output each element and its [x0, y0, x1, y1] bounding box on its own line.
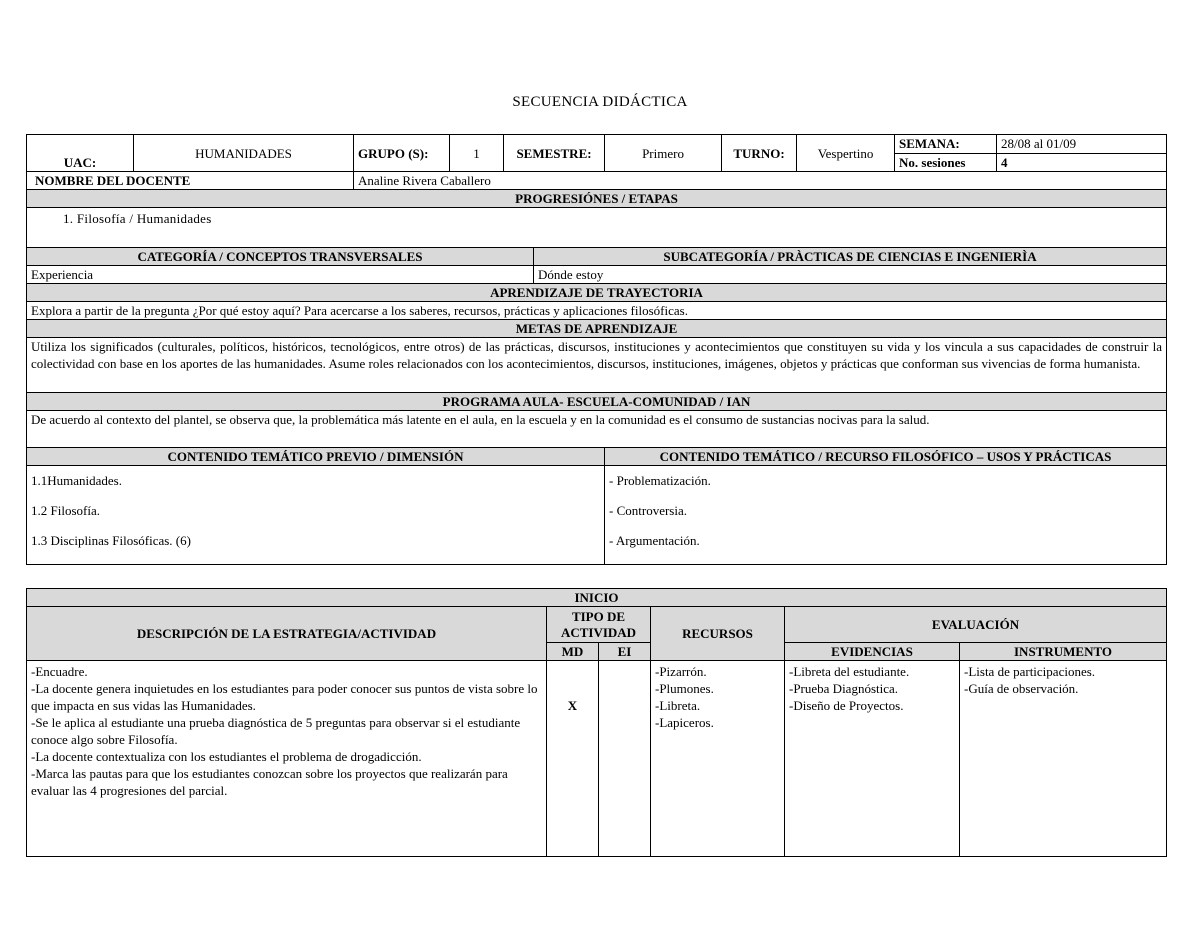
semestre-value: Primero: [605, 135, 722, 172]
docente-value: Analine Rivera Caballero: [354, 172, 1167, 190]
instrumento-line: -Lista de participaciones.: [964, 664, 1096, 679]
evidencia-line: -Diseño de Proyectos.: [789, 698, 904, 713]
programa-text: De acuerdo al contexto del plantel, se observa que, la problemática más latente en el aula, en la escuela y en la comunidad es el consumo de sustancias nocivas para la salud.: [27, 411, 1167, 448]
recurso-item: - Problematización.: [609, 473, 711, 488]
tipo-heading: TIPO DE ACTIVIDAD: [547, 607, 651, 643]
document-title: SECUENCIA DIDÁCTICA: [512, 94, 688, 110]
sesiones-label: No. sesiones: [895, 154, 997, 172]
semestre-label: SEMESTRE:: [504, 135, 605, 172]
turno-label: TURNO:: [722, 135, 797, 172]
previo-item: 1.3 Disciplinas Filosóficas. (6): [31, 533, 191, 548]
md-mark: X: [547, 661, 599, 857]
categoria-value: Experiencia: [27, 266, 534, 284]
programa-heading: PROGRAMA AULA- ESCUELA-COMUNIDAD / IAN: [27, 393, 1167, 411]
metas-heading: METAS DE APRENDIZAJE: [27, 320, 1167, 338]
sesiones-value: 4: [997, 154, 1167, 172]
previo-item: 1.1Humanidades.: [31, 473, 122, 488]
semana-label: SEMANA:: [895, 135, 997, 154]
desc-heading: DESCRIPCIÓN DE LA ESTRATEGIA/ACTIVIDAD: [27, 607, 547, 661]
semana-value: 28/08 al 01/09: [997, 135, 1167, 154]
header-table: [26, 134, 1167, 565]
inicio-heading: INICIO: [27, 589, 1167, 607]
categoria-heading: CATEGORÍA / CONCEPTOS TRANSVERSALES: [27, 248, 534, 266]
uac-value: HUMANIDADES: [134, 135, 354, 172]
recurso-list: [605, 466, 1167, 565]
recursos-heading: RECURSOS: [651, 607, 785, 661]
recurso-line: -Libreta.: [655, 698, 701, 713]
recurso-line: -Pizarrón.: [655, 664, 707, 679]
inicio-table: [26, 588, 1167, 857]
ei-label: EI: [599, 643, 651, 661]
description-line: -La docente contextualiza con los estudiantes el problema de drogadicción.: [31, 749, 422, 764]
metas-text: Utiliza los significados (culturales, políticos, históricos, tecnológicos, entre otros) de las prácticas, discursos, instituciones y acontecimientos que constituyen su vida y los vincula a sus capacidades de construir la colectividad con base en los aportes de las humanidades. Asume roles relacionados con los acontecimientos, discursos, instituciones, imágenes, objetos y prácticas que conforman sus vivencias de forma humanista.: [27, 338, 1167, 393]
evaluacion-heading: EVALUACIÓN: [785, 607, 1167, 643]
previo-item: 1.2 Filosofía.: [31, 503, 100, 518]
recursos-cell: [651, 661, 785, 857]
progresiones-heading: PROGRESIÓNES / ETAPAS: [27, 190, 1167, 208]
aprendizaje-heading: APRENDIZAJE DE TRAYECTORIA: [27, 284, 1167, 302]
evidencias-heading: EVIDENCIAS: [785, 643, 960, 661]
recurso-heading: CONTENIDO TEMÁTICO / RECURSO FILOSÓFICO – USOS Y PRÁCTICAS: [605, 448, 1167, 466]
evidencia-line: -Prueba Diagnóstica.: [789, 681, 899, 696]
uac-label: UAC:: [27, 135, 134, 172]
recurso-line: -Lapiceros.: [655, 715, 714, 730]
recurso-item: - Argumentación.: [609, 533, 700, 548]
evidencias-cell: [785, 661, 960, 857]
previo-heading: CONTENIDO TEMÁTICO PREVIO / DIMENSIÓN: [27, 448, 605, 466]
ei-mark: [599, 661, 651, 857]
evidencia-line: -Libreta del estudiante.: [789, 664, 910, 679]
recurso-item: - Controversia.: [609, 503, 687, 518]
previo-list: [27, 466, 605, 565]
aprendizaje-text: Explora a partir de la pregunta ¿Por qué estoy aquí? Para acercarse a los saberes, recursos, prácticas y aplicaciones filosóficas.: [27, 302, 1167, 320]
instrumentos-cell: [960, 661, 1167, 857]
description-line: -Marca las pautas para que los estudiantes conozcan sobre los proyectos que realizarán para evaluar las 4 progresiones del parcial.: [31, 766, 508, 798]
description-line: -La docente genera inquietudes en los estudiantes para poder conocer sus puntos de vista sobre lo que impacta en sus vidas las Humanidades.: [31, 681, 538, 713]
description-cell: [27, 661, 547, 857]
description-line: -Se le aplica al estudiante una prueba diagnóstica de 5 preguntas para observar si el estudiante conoce algo sobre Filosofía.: [31, 715, 521, 747]
instrumento-line: -Guía de observación.: [964, 681, 1079, 696]
subcategoria-value: Dónde estoy: [534, 266, 1167, 284]
turno-value: Vespertino: [797, 135, 895, 172]
docente-label-text: NOMBRE DEL DOCENTE: [35, 173, 191, 188]
grupo-value: 1: [450, 135, 504, 172]
docente-label: [27, 172, 354, 190]
description-line: -Encuadre.: [31, 664, 88, 679]
subcategoria-heading: SUBCATEGORÍA / PRÀCTICAS DE CIENCIAS E INGENIERÌA: [534, 248, 1167, 266]
recurso-line: -Plumones.: [655, 681, 714, 696]
md-label: MD: [547, 643, 599, 661]
grupo-label: GRUPO (S):: [354, 135, 450, 172]
instrumento-heading: INSTRUMENTO: [960, 643, 1167, 661]
progresiones-item: 1. Filosofía / Humanidades: [27, 208, 1167, 248]
